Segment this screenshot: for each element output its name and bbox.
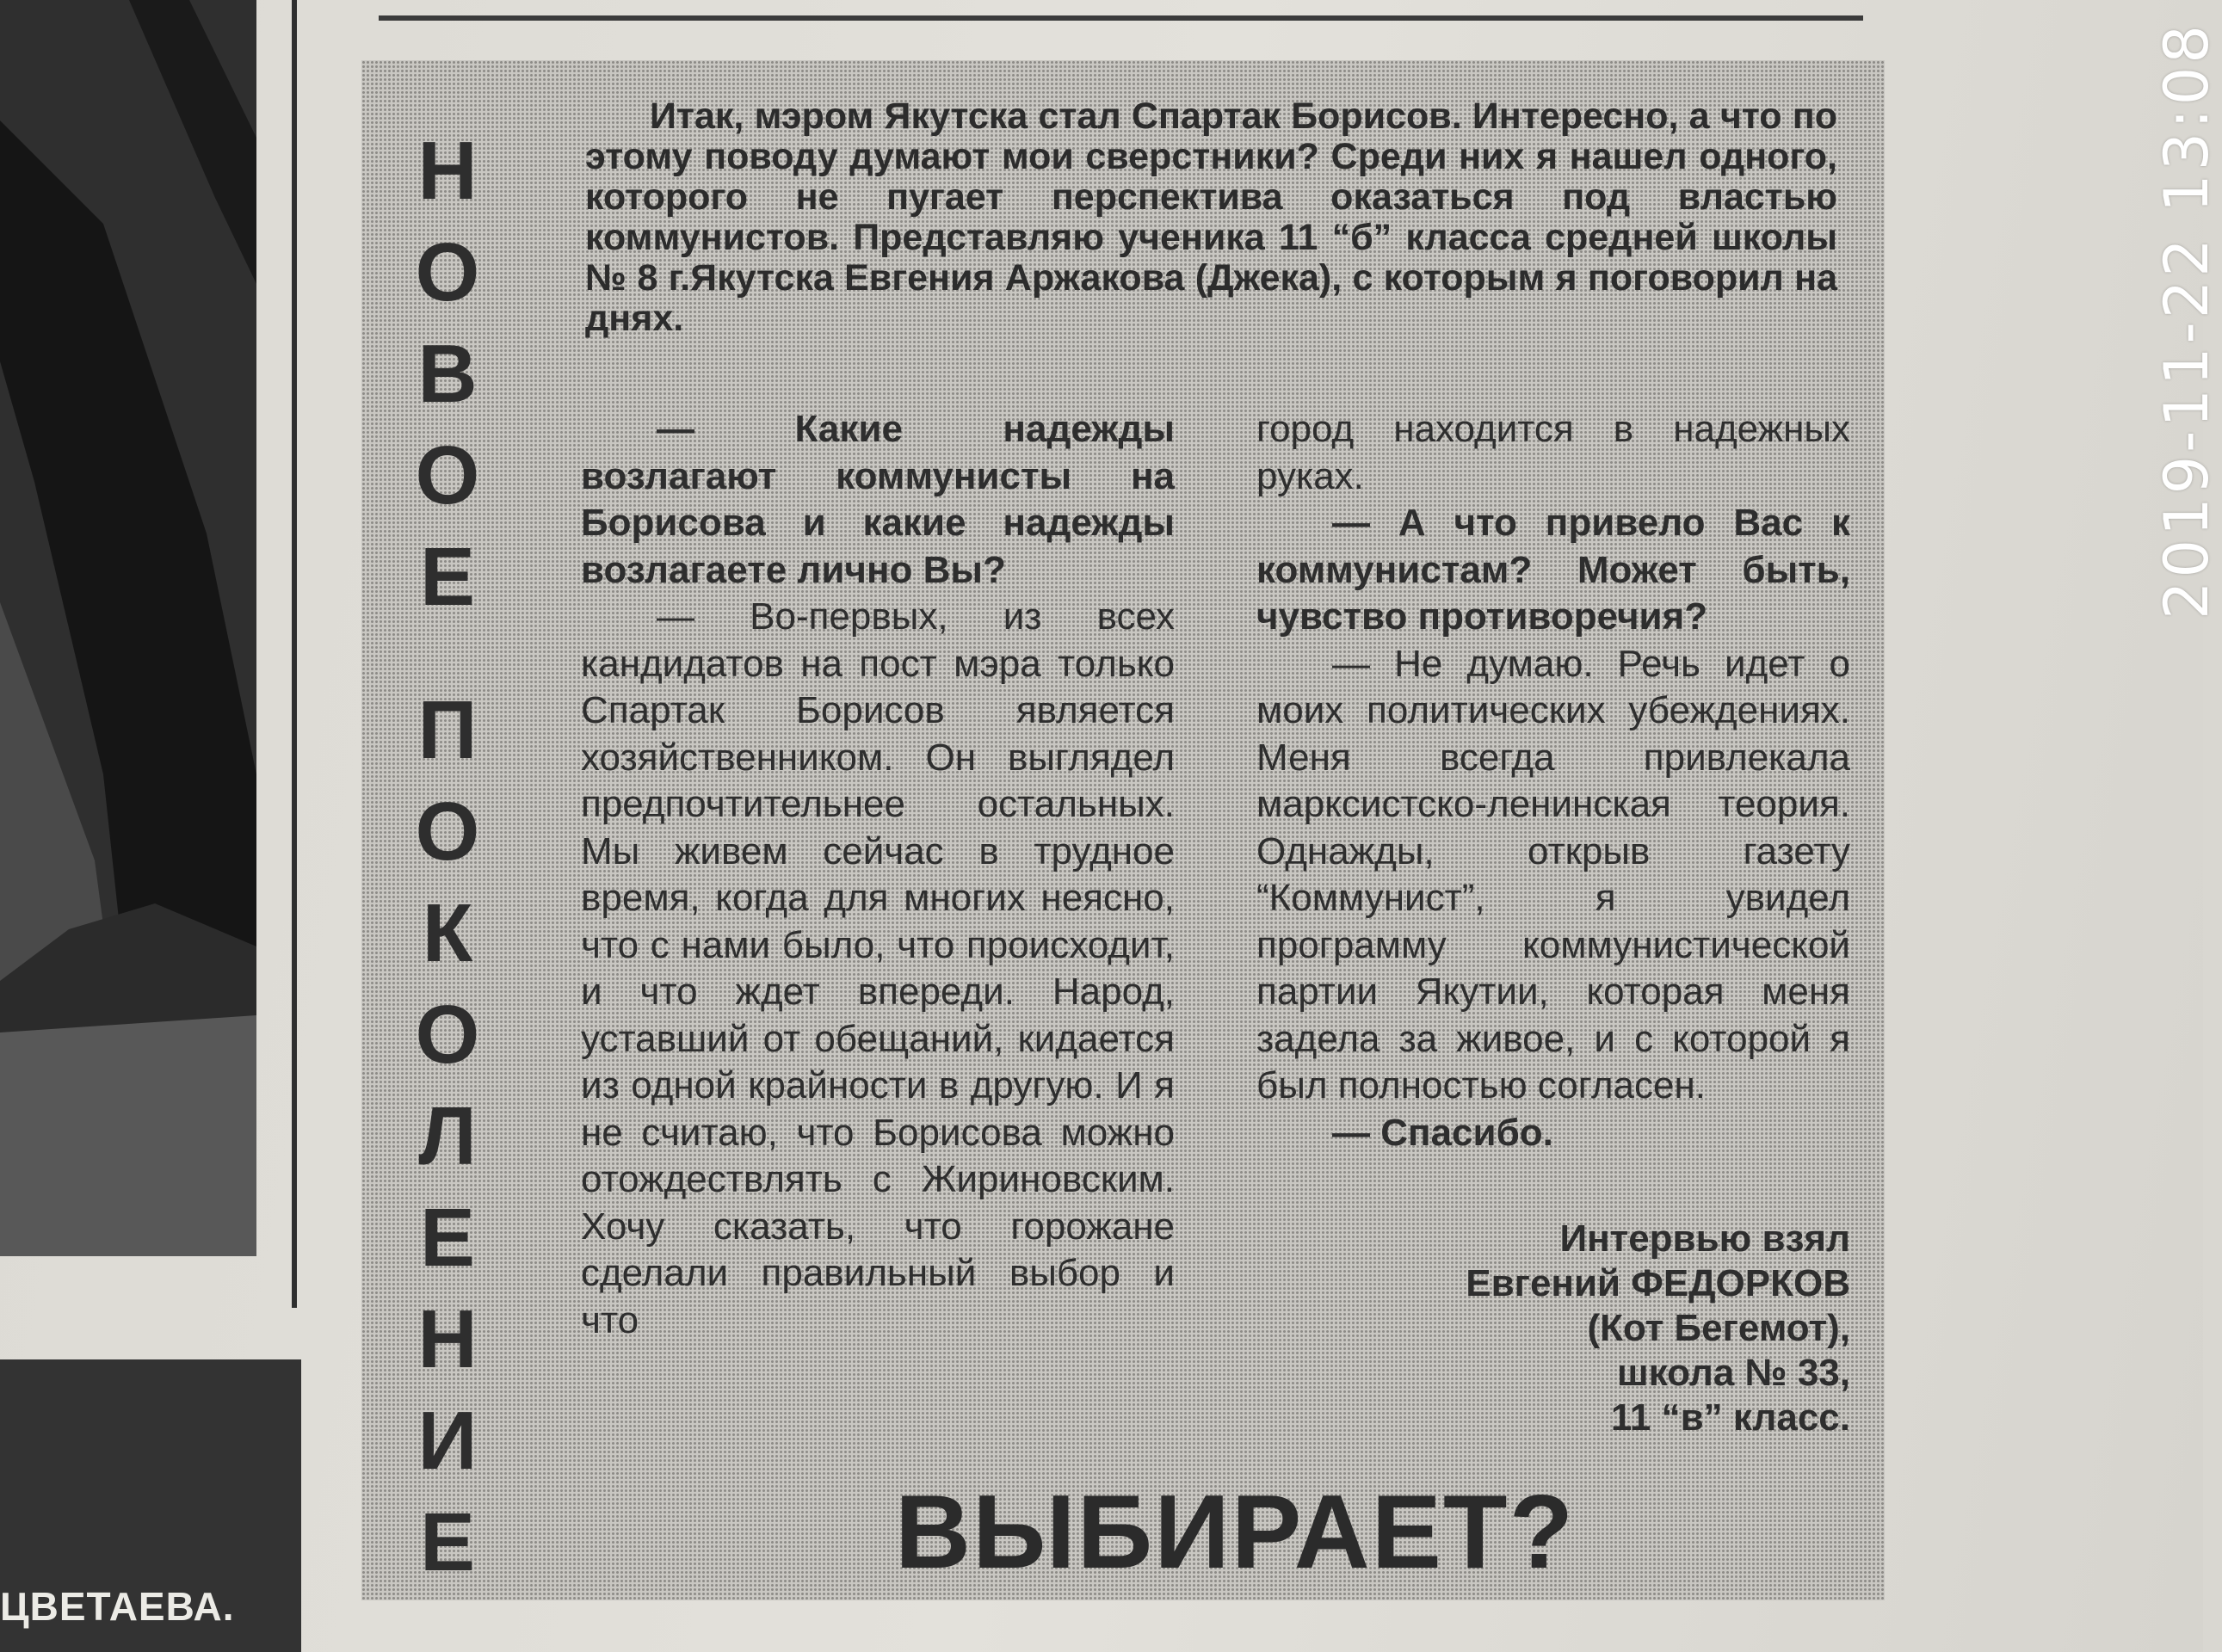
title-letter: Е (419, 531, 475, 623)
title-letter: П (417, 684, 478, 776)
title-letter: Н (417, 125, 478, 217)
title-letter: О (415, 786, 480, 878)
vertical-title (413, 120, 482, 1593)
photo-frame (0, 0, 297, 1308)
answer-1-continued: город находится в надежных руках. (1256, 408, 1850, 497)
question-1: — Какие надежды возлагают коммунисты на Борисова и какие надежды возлагаете лично Вы? (581, 408, 1175, 591)
byline-line: школа № 33, (1617, 1352, 1850, 1394)
title-letter: Е (419, 1192, 475, 1284)
title-letter: В (417, 328, 478, 420)
title-letter: Е (419, 1496, 475, 1588)
byline-line: Интервью взял (1559, 1217, 1850, 1260)
article-intro: Итак, мэром Якутска стал Спартак Борисов. Интересно, а что по этому поводу думают мои сверстники? Среди них я нашел одного, которого не пугает перспектива оказаться под властью коммунистов. Представляю ученика 11 “б” класса средней школы № 8 г.Якутска Евгения Аржакова (Джека), с которым я поговорил на днях. (585, 96, 1837, 339)
answer-1: — Во-первых, из всех кандидатов на пост мэра только Спартак Борисов является хозяйственником. Он выглядел предпочтительнее остальных. Мы живем сейчас в трудное время, когда для многих неясно, что с нами было, что происходит, и что ждет впереди. Народ, уставший от обещаний, кидается из одной крайности в другую. И я не считаю, что Борисова можно отождествлять с Жириновским. Хочу сказать, что горожане сделали правильный выбор и что (581, 595, 1175, 1341)
title-letter: О (415, 429, 480, 521)
article-column-right (1256, 406, 1850, 1440)
title-word-2 (416, 680, 480, 1593)
title-letter: О (415, 226, 480, 318)
title-letter: Л (418, 1090, 477, 1182)
title-letter: О (415, 989, 480, 1081)
byline-line: 11 “в” класс. (1610, 1396, 1850, 1439)
photo-timestamp: 2019-11-22 13:08 (2151, 22, 2222, 620)
title-word-1 (416, 120, 480, 628)
closing-thanks: — Спасибо. (1332, 1111, 1553, 1154)
byline-author: Евгений ФЕДОРКОВ (1466, 1262, 1850, 1304)
top-rule (379, 15, 1863, 21)
article-column-left (581, 406, 1175, 1344)
photo-caption: ЦВЕТАЕВА. (0, 1584, 235, 1629)
byline-line: (Кот Бегемот), (1587, 1307, 1850, 1349)
headline: ВЫБИРАЕТ? (895, 1473, 1576, 1590)
byline (1256, 1217, 1850, 1440)
answer-2: — Не думаю. Речь идет о моих политических убеждениях. Меня всегда привлекала марксистско-ленинская теория. Однажды, открыв газету “Коммунист”, я увидел программу коммунистической партии Якутии, которая меня задела за живое, и с которой я был полностью согласен. (1256, 642, 1850, 1106)
title-letter: К (422, 887, 473, 979)
title-letter: Н (417, 1293, 478, 1385)
title-letter: И (417, 1395, 478, 1487)
question-2: — А что привело Вас к коммунистам? Может быть, чувство противоречия? (1256, 502, 1850, 638)
